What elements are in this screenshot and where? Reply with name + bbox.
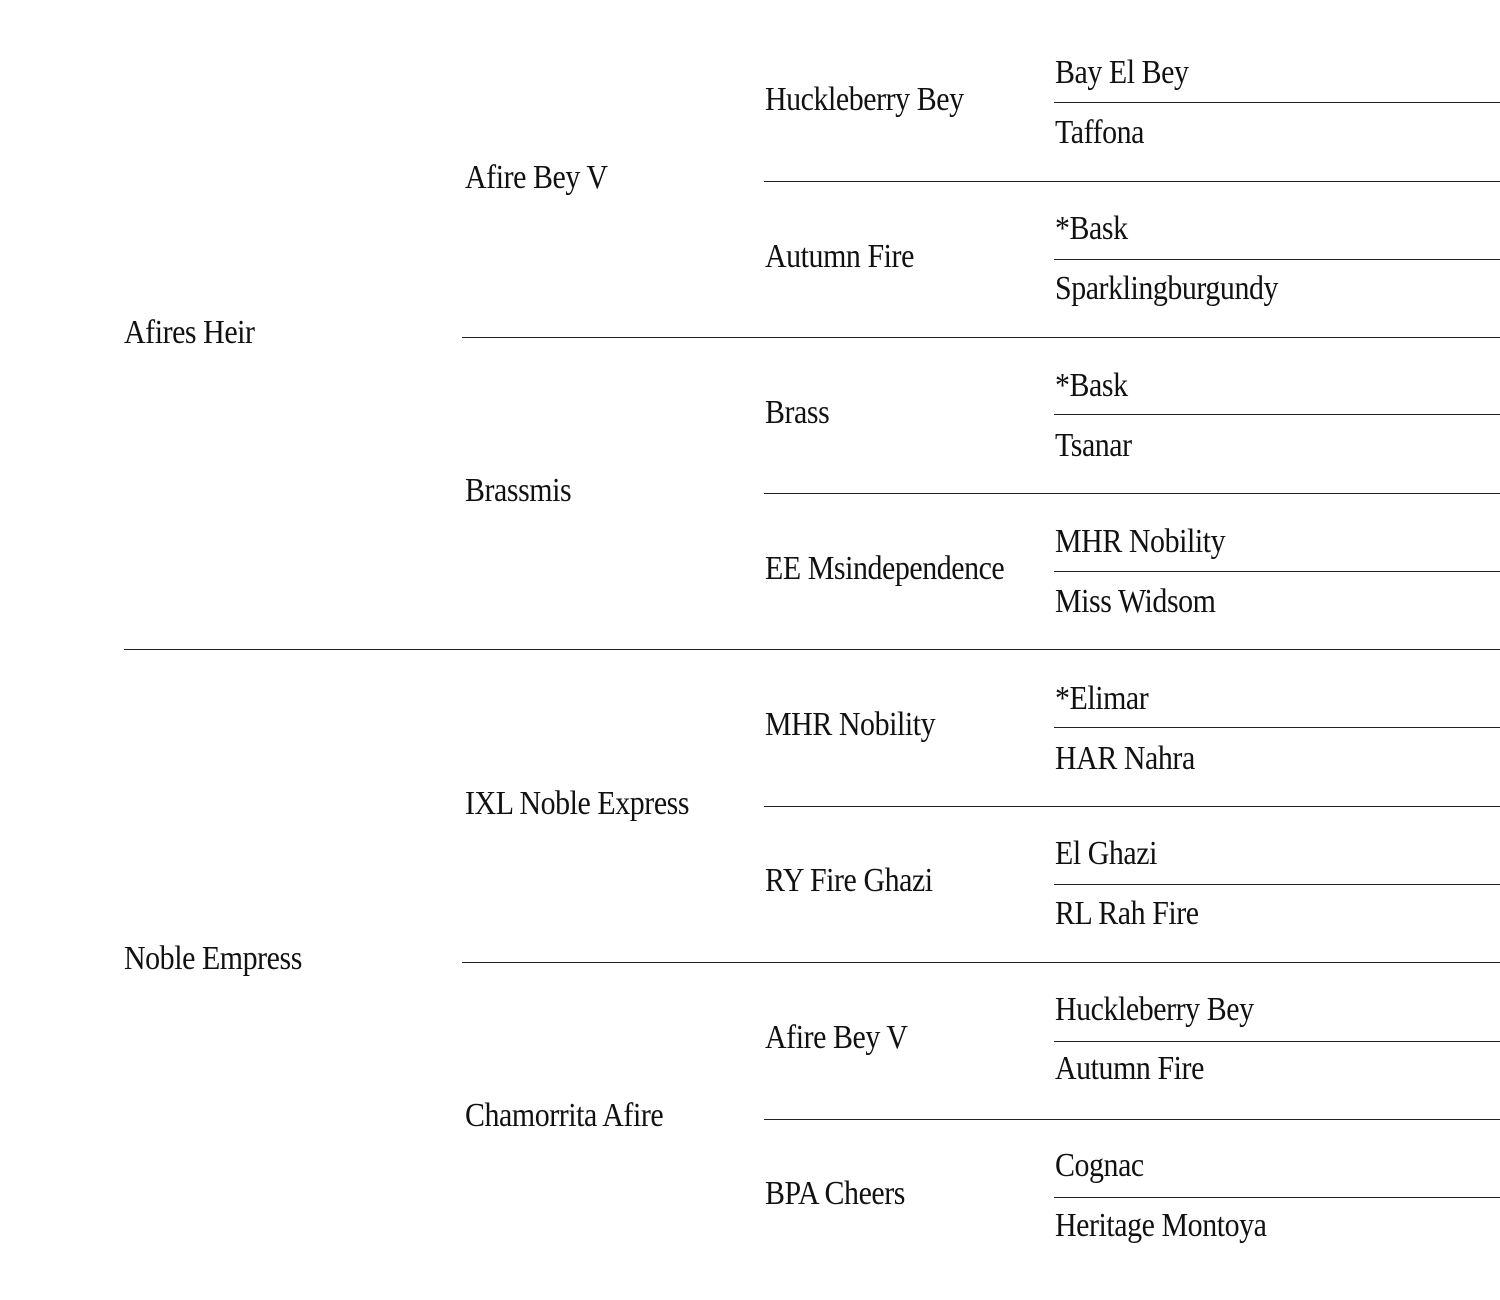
gen4-name: Tsanar: [1055, 427, 1132, 464]
gen4-name: Miss Widsom: [1055, 583, 1216, 620]
gen2-sire-sire: Afire Bey V: [465, 159, 608, 196]
gen2-dam-sire: IXL Noble Express: [465, 785, 690, 822]
divider-gen4: [1054, 884, 1500, 885]
gen3-name: EE Msindependence: [765, 550, 1005, 587]
divider-gen4: [1054, 1041, 1500, 1042]
gen4-name: *Elimar: [1055, 680, 1149, 717]
gen3-name: Autumn Fire: [765, 238, 914, 275]
gen1-sire: Afires Heir: [124, 314, 255, 351]
divider-gen4: [1054, 414, 1500, 415]
divider-gen3: [764, 1119, 1500, 1120]
divider-gen2: [462, 962, 1500, 963]
divider-gen2: [462, 337, 1500, 338]
gen2-sire-dam: Brassmis: [465, 472, 572, 509]
divider-gen1: [124, 649, 1500, 650]
gen4-name: Bay El Bey: [1055, 54, 1189, 91]
gen4-name: *Bask: [1055, 210, 1128, 247]
gen3-name: BPA Cheers: [765, 1175, 905, 1212]
divider-gen4: [1054, 102, 1500, 103]
gen4-name: *Bask: [1055, 367, 1128, 404]
gen4-name: Autumn Fire: [1055, 1050, 1204, 1087]
gen4-name: Taffona: [1055, 114, 1144, 151]
divider-gen4: [1054, 259, 1500, 260]
gen4-name: Cognac: [1055, 1147, 1144, 1184]
divider-gen4: [1054, 1197, 1500, 1198]
gen2-dam-dam: Chamorrita Afire: [465, 1097, 664, 1134]
gen4-name: Heritage Montoya: [1055, 1207, 1267, 1244]
gen4-name: Sparklingburgundy: [1055, 270, 1279, 307]
gen4-name: Huckleberry Bey: [1055, 991, 1254, 1028]
divider-gen3: [764, 181, 1500, 182]
divider-gen4: [1054, 727, 1500, 728]
gen4-name: HAR Nahra: [1055, 740, 1195, 777]
gen4-name: RL Rah Fire: [1055, 895, 1199, 932]
divider-gen3: [764, 806, 1500, 807]
gen3-name: MHR Nobility: [765, 706, 936, 743]
gen3-name: Huckleberry Bey: [765, 81, 964, 118]
gen3-name: Afire Bey V: [765, 1019, 908, 1056]
gen3-name: RY Fire Ghazi: [765, 862, 933, 899]
gen4-name: MHR Nobility: [1055, 523, 1226, 560]
gen1-dam: Noble Empress: [124, 940, 302, 977]
divider-gen3: [764, 493, 1500, 494]
gen3-name: Brass: [765, 394, 830, 431]
divider-gen4: [1054, 571, 1500, 572]
gen4-name: El Ghazi: [1055, 835, 1157, 872]
